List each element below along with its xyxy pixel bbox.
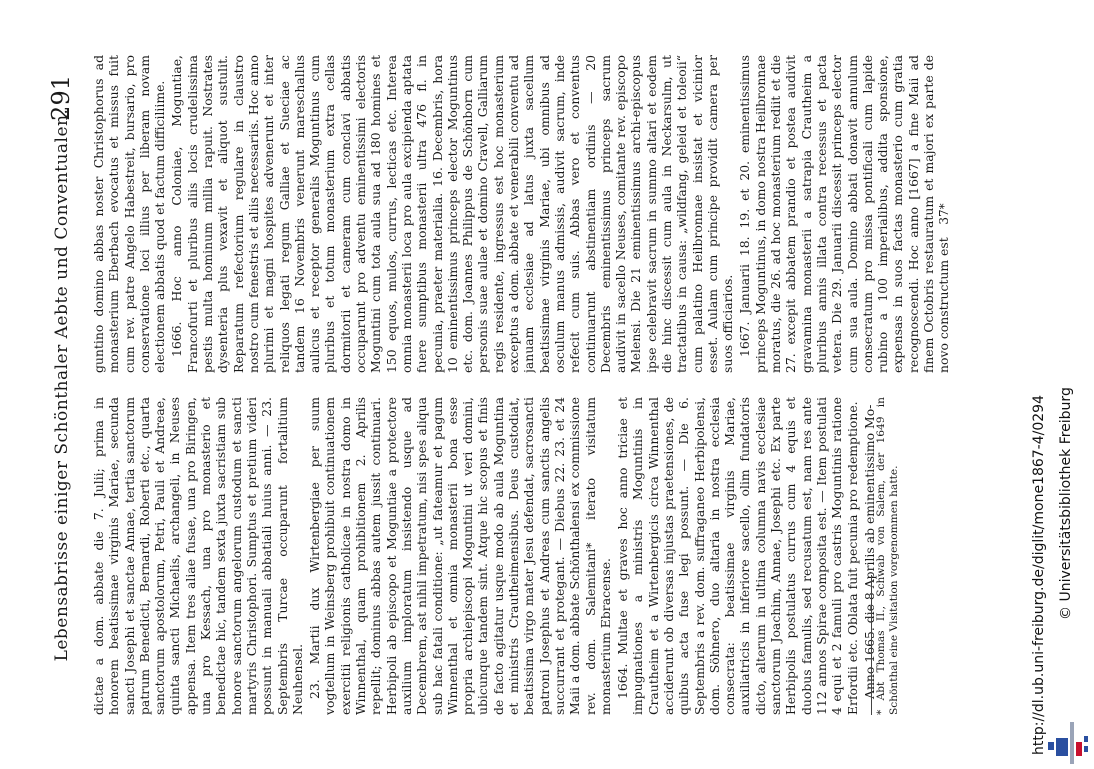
signature-mark: 37* xyxy=(937,203,951,225)
paragraph: dictae a dom. abbate die 7. Julii; prima in honorem beatissimae virginis Mariae, secunda sancti Josephi et sanctae Annae, tertia sanctorum patrum Benedicti, Bernardi, Roberti etc., quarta sanctorum apostolorum, Petri, Pauli et Andreae, quinta sancti Michaelis, archangeli, in Neuses appensa. Item tres aliae fusae, una pro Biringen, una pro Kessach, una pro monasterio et benedictae hic, tandem sexta juxta sacristiam sub honore sanctorum angelorum custodum et sancti martyris Christophori. Sumptus et pretium videri possunt in manuali abbatiali huius anni. — 23. Septembris Turcae occuparunt fortalitium Neuhensel. xyxy=(91,397,305,715)
paragraph: 1664. Multae et graves hoc anno triciae et impugnationes a ministris Moguntinis in Crautheim et a Wirtenbergicis circa Winnenthal acciderunt ob diversas injustas praetensiones, de quibus acta fuse legi possunt. — Die 6. Septembris a rev. dom. suffraganeo Herbipolensi, dom. Söhnero, duo altaria in nostra ecclesia consecrata: beatissimae virginis Mariae, auxiliatricis in inferiore sacello, olim fundatoris dicto, alterum in ultima columna navis ecclesiae sanctorum Joachim, Annae, Josephi etc. Ex parte Herbipolis postulatus currus cum 4 equis et duobus famulis, sed recusatum est, nam res ante 112 annos Spirae composita est. — Item postulati 4 equi et 2 famuli pro castris Moguntinis ratione Erfordii etc. Oblata fuit pecunia pro redemptione. xyxy=(615,397,860,715)
left-column xyxy=(91,397,931,715)
library-logo-icon xyxy=(1046,718,1094,766)
paragraph: 1667. Januarii 18. 19. et 20. eminentissimus princeps Moguntinus, in domo nostra Heilbronnae moratus, die 26. ad hoc monasterium rediit et die 27. excepit abbatem prandio et postea audivit gravamina monasterii a satrapia Crautheim a pluribus annis illata contra recessus et pacta vetera. Die 29. Januarii discessit princeps elector cum sua aula. Domino abbati donavit annulum consecratum pro missa pontificali cum lapide rubino a 100 imperialibus, addita sponsione, expensas in suos factas monasterio cum gratia recognoscendi. Hoc anno [1667] a fine Maii ad finem Octobris restauratum et majori ex parte de novo constructum est xyxy=(737,55,952,373)
footnote-rule xyxy=(871,575,872,715)
right-column xyxy=(91,55,971,373)
footnote: * Abt Thomas II., Schwab von Salem, der 1649 in Schönthal eine Visitation vorgenommen hatte. xyxy=(875,397,900,715)
source-url-link[interactable]: http://dl.ub.uni-freiburg.de/diglit/mone1867-4/0294 xyxy=(1031,395,1047,755)
running-head xyxy=(45,55,79,715)
page-number: 291 xyxy=(47,75,75,121)
paragraph: 1666. Hoc anno Coloniae, Moguntiae, Francofurti et pluribus aliis locis crudelissima pestis multa hominum millia rapuit. Nostrates dysenteria plus vexavit et aliquot sustulit. Reparatum refectorium regulare in claustro nostro cum fenestris et aliis necessariis. Hoc anno plurimi et magni hospites advenerunt et inter reliquos legati regum Galliae et Sueciae ac tandem 16 Novembris venerunt mareschallus aulicus et receptor generalis Moguntinus cum pluribus et totum monasterium extra cellas dormitorii et cameram cum conclavi abbatis occuparunt pro adventu eminentissimi electoris Moguntini cum tota aula sua ad 180 homines et 150 equos, mulos, currus, lecticas etc. Interea omnia monasterii loca pro aula excipienda aptata fuere sumptibus monasterii ultra 476 fl. in pecunia, praeter materialia. 16. Decembris, hora 10 eminentissimus princeps elector Moguntinus etc. dom. Joannes Philippus de Schönborn cum personis suae aulae et domino Cravell, Galliarum regis residente, ingressus est hoc monasterium exceptus a dom. abbate et venerabili conventu ad januam ecclesiae ad latus juxta sacellum beatissimae virginis Mariae, ubi omnibus ad osculum manus admissis, audivit sacrum, inde refecit cum suis. Abbas vero et conventus continuarunt abstinentiam ordinis — 20 Decembris eminentissimus princeps sacrum audivit in sacello Neuses, comitante rev. episcopo Melensi. Die 21 eminentissimus archi-episcopus ipse celebravit sacrum in summo altari et eodem die hinc discessit cum aula in Neckarsulm, ut tractatibus in causa: „wildfang, geleid et toleoii“ cum palatino Heilbronnae insistat et vicinior esset. Aulam cum principe providit camera per suos officiarios. xyxy=(169,55,736,373)
page-title: Lebensabrisse einiger Schönthaler Aebte und Conventualen. xyxy=(52,108,72,662)
paragraph: 23. Martii dux Wirtenbergiae per suum vogtellum in Weinsberg prohibuit continuationem exercitii religionis catholicae in nostra domo in Winnenthal, quam prohibitionem 2. Aprilis repellit; dominus abbas autem jussit continuari. Herbipoli ab episcopo et Moguntiae a protectore auxilium imploratum insistendo usque ad Decembrem, ast nihil impetratum, nisi spes aliqua sub hac fatali conditione: „ut fateamur et pagum Winnenthal et omnia monasterii bona esse propria archiepiscopi Moguntini ut veri domini, ubicunque tandem sint. Atque hic scopus et finis de facto agitatur usque modo ab aula Moguntina et ministris Crautheimensibus. Deus custodiat, beatissima virgo mater Jesu defendat, sacrosancti patroni Josephus et Andreas cum sanctis angelis succurrant et protegant. — Diebus 22. 23. et 24 Maii a dom. abbate Schönthalensi ex commissione rev. dom. Salemitani* iterato visitatum monasterium Ebracense. xyxy=(307,397,613,715)
paragraph: guntino domino abbas noster Christophorus ad monasterium Eberbach evocatus et missus fuit cum rev. patre Angelo Habestreit, bursario, pro conservatione loci illius per liberam novam electionem abbatis quod et factum difficiliime. xyxy=(91,55,168,373)
paragraph: Anno 1665. die 8 Aprilis ab eminentissimo Mo- xyxy=(861,404,877,699)
copyright-notice: © Universitätsbibliothek Freiburg xyxy=(1058,387,1074,620)
rotated-page xyxy=(45,55,985,715)
